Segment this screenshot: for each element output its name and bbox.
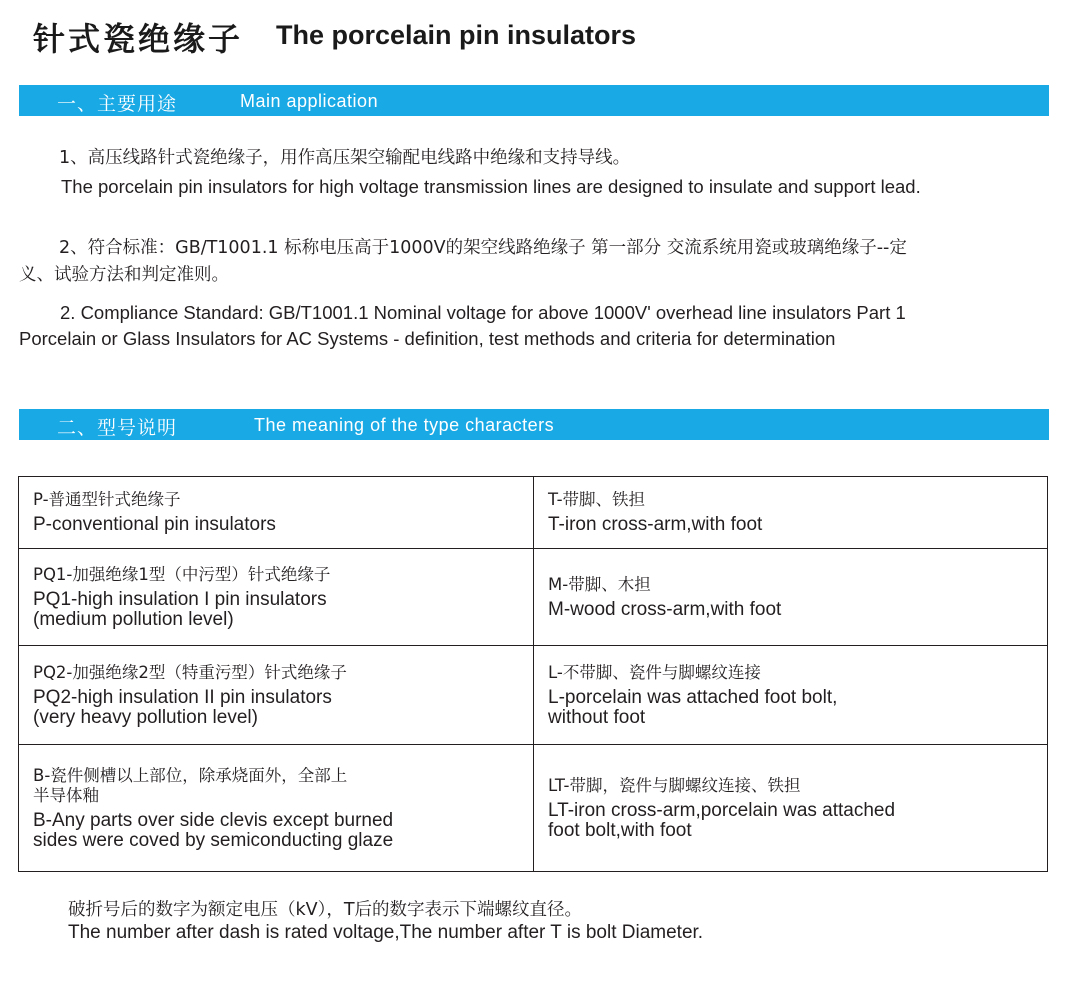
table-row: [19, 477, 1048, 549]
table-row: [19, 745, 1048, 872]
application-item2-en-line1: 2. Compliance Standard: GB/T1001.1 Nominal voltage for above 1000V' overhead line insulators Part 1: [60, 302, 906, 323]
application-item2-en-line2: Porcelain or Glass Insulators for AC Systems - definition, test methods and criteria for determination: [19, 328, 836, 349]
table-cell: [534, 745, 1048, 872]
section-heading-en: The meaning of the type characters: [254, 415, 555, 435]
page-title-cn: 针式瓷绝缘子: [33, 20, 244, 58]
type-description-en: T-iron cross-arm,with foot: [548, 514, 763, 535]
table-cell: [19, 549, 534, 646]
type-characters-table: [18, 476, 1048, 872]
type-description-cn: PQ1-加强绝缘1型（中污型）针式绝缘子: [33, 564, 331, 584]
footnote-cn: 破折号后的数字为额定电压（kV），T后的数字表示下端螺纹直径。: [68, 900, 583, 920]
application-item1-cn: 1、高压线路针式瓷绝缘子，用作高压架空输配电线路中绝缘和支持导线。: [59, 148, 631, 168]
application-item1-en: The porcelain pin insulators for high voltage transmission lines are designed to insulate and support lead.: [61, 176, 921, 197]
type-description-en: B-Any parts over side clevis except burned sides were coved by semiconducting glaze: [33, 809, 394, 851]
type-description-cn: P-普通型针式绝缘子: [33, 490, 181, 509]
application-item2-cn-line1: 2、符合标准：GB/T1001.1 标称电压高于1000V的架空线路绝缘子 第一部分 交流系统用瓷或玻璃绝缘子--定: [59, 238, 907, 258]
type-description-en: PQ1-high insulation I pin insulators (medium pollution level): [33, 588, 327, 630]
type-description-en: P-conventional pin insulators: [33, 514, 276, 535]
type-description-en: M-wood cross-arm,with foot: [548, 598, 782, 620]
footnote-en: The number after dash is rated voltage,The number after T is bolt Diameter.: [68, 922, 704, 943]
section-heading-en: Main application: [240, 91, 379, 111]
type-description-en: L-porcelain was attached foot bolt, without foot: [548, 686, 838, 728]
table-cell: [534, 477, 1048, 549]
application-item2-cn-line2: 义、试验方法和判定准则。: [19, 265, 229, 285]
type-description-cn: T-带脚、铁担: [548, 490, 646, 509]
section-heading-main-application: [19, 85, 1049, 116]
table-cell: [534, 646, 1048, 745]
type-description-cn: M-带脚、木担: [548, 574, 651, 594]
page-title-en: The porcelain pin insulators: [276, 20, 637, 50]
type-description-en: LT-iron cross-arm,porcelain was attached foot bolt,with foot: [548, 799, 896, 841]
type-description-cn: B-瓷件侧槽以上部位，除承烧面外，全部上 半导体釉: [33, 765, 348, 805]
table-cell: [19, 646, 534, 745]
type-description-cn: PQ2-加强绝缘2型（特重污型）针式绝缘子: [33, 662, 347, 682]
table-cell: [19, 477, 534, 549]
table-row: [19, 646, 1048, 745]
section-heading-type-characters: [19, 409, 1049, 440]
table-cell: [534, 549, 1048, 646]
type-description-cn: L-不带脚、瓷件与脚螺纹连接: [548, 662, 761, 682]
type-description-cn: LT-带脚，瓷件与脚螺纹连接、铁担: [548, 775, 801, 795]
table-row: [19, 549, 1048, 646]
section-heading-cn: 二、型号说明: [57, 417, 178, 439]
table-cell: [19, 745, 534, 872]
type-description-en: PQ2-high insulation II pin insulators (very heavy pollution level): [33, 686, 332, 728]
section-heading-cn: 一、主要用途: [57, 93, 178, 115]
